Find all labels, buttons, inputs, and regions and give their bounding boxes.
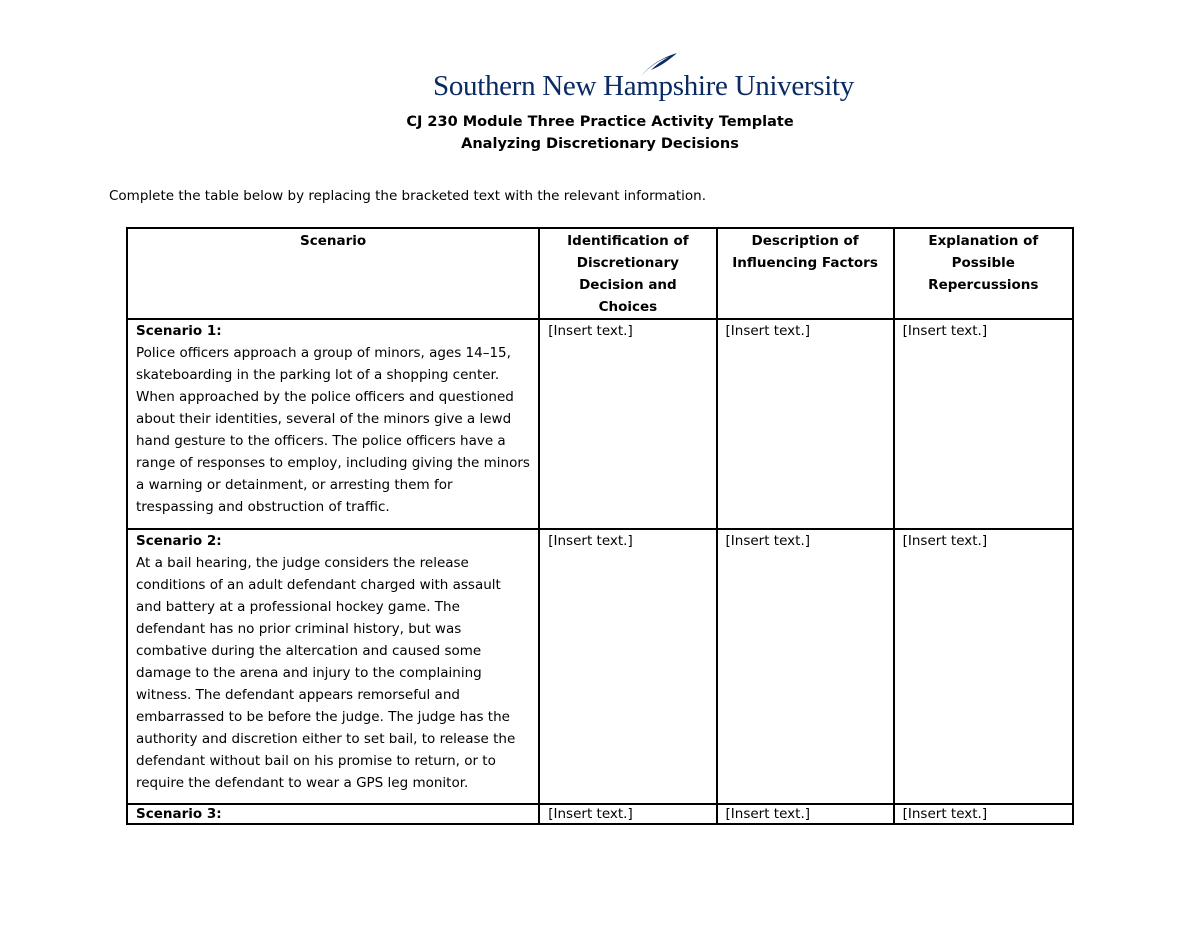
header-description: Description of Influencing Factors bbox=[717, 228, 894, 319]
explanation-cell[interactable]: [Insert text.] bbox=[894, 804, 1073, 824]
table-header-row bbox=[127, 228, 1073, 319]
explanation-cell[interactable]: [Insert text.] bbox=[894, 319, 1073, 529]
scenario-cell bbox=[127, 804, 539, 824]
document-subtitle: Analyzing Discretionary Decisions bbox=[461, 136, 739, 152]
scenario-body: Police officers approach a group of minors, ages 14–15, skateboarding in the parking lot of a shopping center. When approached by the police officers and questioned about their identities, several of the minors give a lewd hand gesture to the officers. The police officers have a range of responses to employ, including giving the minors a warning or detainment, or arresting them for trespassing and obstruction of traffic. bbox=[136, 345, 530, 515]
scenario-title: Scenario 1: bbox=[136, 323, 222, 339]
description-cell[interactable]: [Insert text.] bbox=[717, 804, 894, 824]
identification-cell[interactable]: [Insert text.] bbox=[539, 529, 716, 804]
table-row bbox=[127, 319, 1073, 529]
scenario-cell bbox=[127, 529, 539, 804]
scenario-cell bbox=[127, 319, 539, 529]
instructions-text: Complete the table below by replacing the bracketed text with the relevant information. bbox=[109, 188, 706, 204]
document-title: CJ 230 Module Three Practice Activity Template bbox=[406, 114, 794, 130]
scenario-title: Scenario 2: bbox=[136, 533, 222, 549]
description-cell[interactable]: [Insert text.] bbox=[717, 529, 894, 804]
header-scenario: Scenario bbox=[127, 228, 539, 319]
description-cell[interactable]: [Insert text.] bbox=[717, 319, 894, 529]
explanation-cell[interactable]: [Insert text.] bbox=[894, 529, 1073, 804]
header-explanation: Explanation of Possible Repercussions bbox=[894, 228, 1073, 319]
scenario-title: Scenario 3: bbox=[136, 806, 222, 822]
logo-wordmark: Southern New Hampshire University bbox=[433, 70, 854, 102]
document-heading bbox=[0, 111, 1200, 155]
university-logo bbox=[433, 52, 854, 102]
identification-cell[interactable]: [Insert text.] bbox=[539, 804, 716, 824]
table-row bbox=[127, 804, 1073, 824]
table-row bbox=[127, 529, 1073, 804]
scenario-body: At a bail hearing, the judge considers the release conditions of an adult defendant charged with assault and battery at a professional hockey game. The defendant has no prior criminal history, but was combative during the altercation and caused some damage to the arena and injury to the complaining witness. The defendant appears remorseful and embarrassed to be before the judge. The judge has the authority and discretion either to set bail, to release the defendant without bail on his promise to return, or to require the defendant to wear a GPS leg monitor. bbox=[136, 555, 516, 791]
activity-table bbox=[126, 227, 1074, 825]
header-identification: Identification of Discretionary Decision and Choices bbox=[539, 228, 716, 319]
identification-cell[interactable]: [Insert text.] bbox=[539, 319, 716, 529]
